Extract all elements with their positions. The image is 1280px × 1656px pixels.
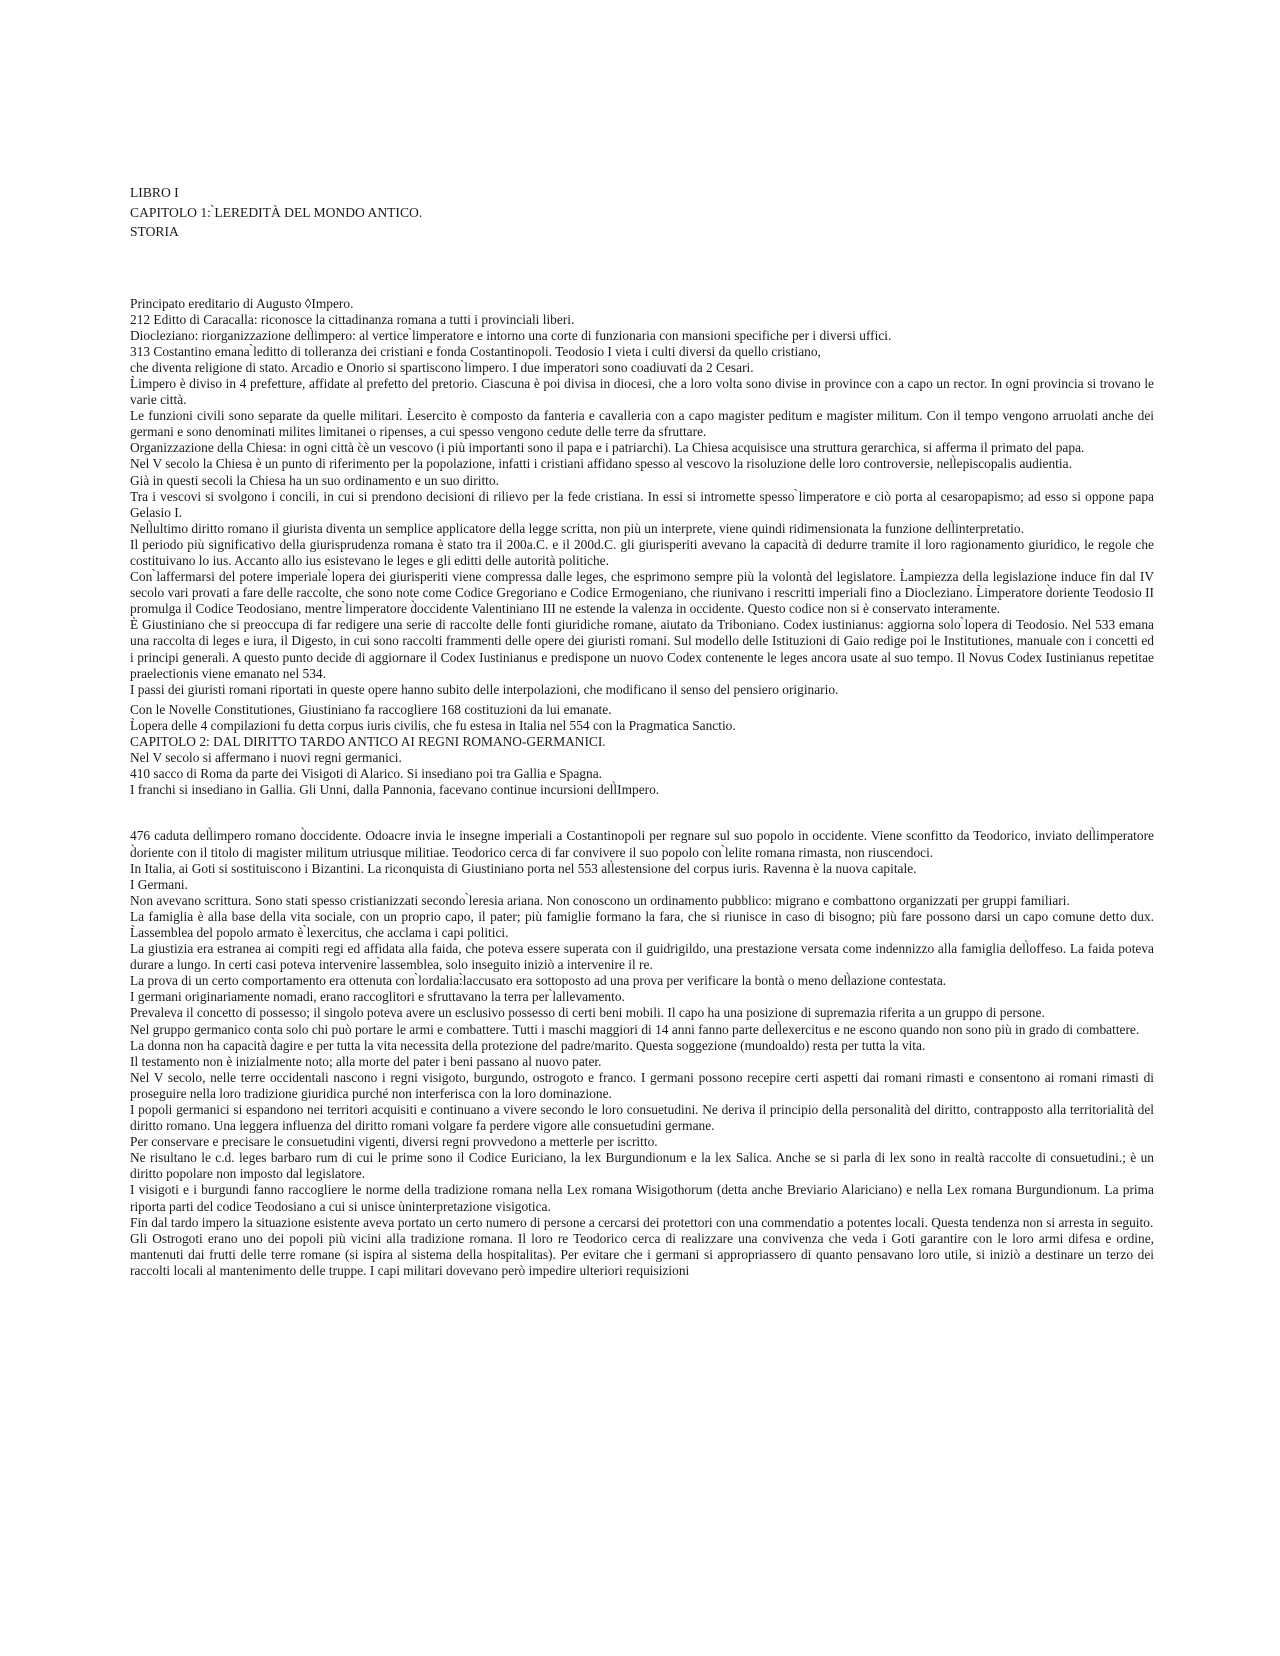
paragraph: L̀opera delle 4 compilazioni fu detta corpus iuris civilis, che fu estesa in Italia nel 554 con la Pragmatica Sanctio. xyxy=(130,717,736,733)
heading-capitolo-2: CAPITOLO 2: DAL DIRITTO TARDO ANTICO AI REGNI ROMANO-GERMANICI. xyxy=(130,734,606,750)
paragraph: Nel V secolo, nelle terre occidentali nascono i regni visigoto, burgundo, ostrogoto e franco. I germani possono recepire certi aspetti dai romani rimasti e consentono ai romani rimasti di proseguire nella loro tradizione giuridica purché non interferisca con la loro dominazione. xyxy=(130,1069,1154,1101)
paragraph: 476 caduta dell̀impero romano d̀occidente. Odoacre invia le insegne imperiali a Costantinopoli per regnare sul suo popolo in occidente. Viene sconfitto da Teodorico, inviato dell̀imperatore d̀oriente con il titolo di magister militum utriusque militiae. Teodorico cerca di far convivere il suo popolo con ̀lelite romana rimasta, non riuscendoci. xyxy=(130,828,1154,860)
paragraph: Non avevano scrittura. Sono stati spesso cristianizzati secondo ̀leresia ariana. Non conoscono un ordinamento pubblico: migrano e combattono organizzati per gruppi familiari. xyxy=(130,892,1070,908)
paragraph: In Italia, ai Goti si sostituiscono i Bizantini. La riconquista di Giustiniano porta nel 553 all̀estensione del corpus iuris. Ravenna è la nuova capitale. xyxy=(130,860,917,876)
paragraph: I passi dei giuristi romani riportati in queste opere hanno subito delle interpolazioni, che modificano il senso del pensiero originario. xyxy=(130,681,839,697)
paragraph: Gli Ostrogoti erano uno dei popoli più vicini alla tradizione romana. Il loro re Teodorico cerca di realizzare una convivenza che veda i Goti garantire con le loro armi difesa e ordine, mantenuti dai frutti delle terre romane (si ispira al sistema della hospitalitas). Per evitare che i germani si appropriassero di quanto pensavano loro utile, si iniziò a destinare un terzo dei raccolti locali al mantenimento delle truppe. I capi militari dovevano però impedire ulteriori requisizioni xyxy=(130,1230,1154,1278)
paragraph: 212 Editto di Caracalla: riconosce la cittadinanza romana a tutti i provinciali liberi. xyxy=(130,311,575,327)
paragraph: La famiglia è alla base della vita sociale, con un proprio capo, il pater; più famiglie formano la fara, che si riunisce in caso di bisogno; più fare possono darsi un capo comune detto dux. L̀assemblea del popolo armato è ̀lexercitus, che acclama i capi politici. xyxy=(130,908,1154,940)
paragraph: I visigoti e i burgundi fanno raccogliere le norme della tradizione romana nella Lex romana Wisigothorum (detta anche Breviario Alariciano) e nella Lex romana Burgundionum. La prima riporta parti del codice Teodosiano a cui si unisce ùninterpretazione visigotica. xyxy=(130,1182,1154,1214)
paragraph: 313 Costantino emana ̀leditto di tolleranza dei cristiani e fonda Costantinopoli. Teodosio I vieta i culti diversi da quello cristiano, xyxy=(130,343,821,359)
paragraph: La prova di un certo comportamento era ottenuta con ̀lordalia:̀laccusato era sottoposto ad una prova per verificare la bontà o meno dell̀azione contestata. xyxy=(130,973,947,989)
paragraph: I franchi si insediano in Gallia. Gli Unni, dalla Pannonia, facevano continue incursioni dell̀Impero. xyxy=(130,782,660,798)
paragraph: L̀impero è diviso in 4 prefetture, affidate al prefetto del pretorio. Ciascuna è poi divisa in diocesi, che a loro volta sono divise in province con a capo un rector. In ogni provincia si trovano le varie città. xyxy=(130,375,1154,408)
paragraph: Nel V secolo si affermano i nuovi regni germanici. xyxy=(130,750,402,766)
paragraph: Già in questi secoli la Chiesa ha un suo ordinamento e un suo diritto. xyxy=(130,472,499,488)
paragraph: I popoli germanici si espandono nei territori acquisiti e continuano a vivere secondo le loro consuetudini. Ne deriva il principio della personalità del diritto, contrapposto alla territorialità del diritto romano. Una leggera influenza del diritto romani volgare fa perdere vigore alle consuetudini germane. xyxy=(130,1102,1154,1134)
paragraph: I Germani. xyxy=(130,876,189,892)
document-body xyxy=(130,183,1154,1279)
paragraph: Organizzazione della Chiesa: in ogni città c̀è un vescovo (i più importanti sono il papa e i patriarchi). La Chiesa acquisisce una struttura gerarchica, si afferma il primato del papa. xyxy=(130,440,1085,456)
paragraph: Tra i vescovi si svolgono i concili, in cui si prendono decisioni di rilievo per la fede cristiana. In essi si intromette spesso ̀limperatore e ciò porta al cesaropapismo; ad esso si oppone papa Gelasio I. xyxy=(130,488,1154,520)
paragraph: che diventa religione di stato. Arcadio e Onorio si spartiscono ̀limpero. I due imperatori sono coadiuvati da 2 Cesari. xyxy=(130,359,754,375)
paragraph: Il testamento non è inizialmente noto; alla morte del pater i beni passano al nuovo pater. xyxy=(130,1053,602,1069)
paragraph: Diocleziano: riorganizzazione dell̀impero: al vertice ̀limperatore e intorno una corte di funzionaria con mansioni specifiche per i diversi uffici. xyxy=(130,327,892,343)
paragraph: Fin dal tardo impero la situazione esistente aveva portato un certo numero di persone a cercarsi dei protettori con una commendatio a potentes locali. Questa tendenza non si arresta in seguito. xyxy=(130,1214,1154,1230)
paragraph: È Giustiniano che si preoccupa di far redigere una serie di raccolte delle fonti giuridiche romane, aiutato da Triboniano. Codex iustinianus: aggiorna solo ̀lopera di Teodosio. Nel 533 emana una raccolta di leges e iura, il Digesto, in cui sono raccolti frammenti delle opere dei giuristi romani. Sul modello delle Istituzioni di Gaio redige poi le Institutiones, manuale con i concetti ed i principi generali. A questo punto decide di aggiornare il Codex Iustinianus e predispone un nuovo Codex contenente le leges ancora usate al suo tempo. Il Novus Codex Iustinianus repetitae praelectionis viene emanato nel 534. xyxy=(130,617,1154,681)
paragraph: I germani originariamente nomadi, erano raccoglitori e sfruttavano la terra per ̀lallevamento. xyxy=(130,989,625,1005)
paragraph: 410 sacco di Roma da parte dei Visigoti di Alarico. Si insediano poi tra Gallia e Spagna. xyxy=(130,766,602,782)
paragraph: Ne risultano le c.d. leges barbaro rum di cui le prime sono il Codice Euriciano, la lex Burgundionum e la lex Salica. Anche se si parla di lex sono in realtà raccolte di consuetudini.; è un diritto popolare non imposto dal legislatore. xyxy=(130,1150,1154,1182)
paragraph: Nell̀ultimo diritto romano il giurista diventa un semplice applicatore della legge scritta, non più un interprete, viene quindi ridimensionata la funzione dell̀interpretatio. xyxy=(130,520,1024,536)
paragraph: Prevaleva il concetto di possesso; il singolo poteva avere un esclusivo possesso di certi beni mobili. Il capo ha una posizione di supremazia riferita a un gruppo di persone. xyxy=(130,1005,1045,1021)
paragraph: La donna non ha capacità d̀agire e per tutta la vita necessita della protezione del padre/marito. Questa soggezione (mundoaldo) resta per tutta la vita. xyxy=(130,1037,926,1053)
paragraph: Principato ereditario di Augusto ◊Impero. xyxy=(130,295,354,311)
section-capitolo-2 xyxy=(130,702,1154,799)
section-germani xyxy=(130,828,1154,1279)
section-storia xyxy=(130,296,1154,698)
paragraph: Nel gruppo germanico conta solo chi può portare le armi e combattere. Tutti i maschi maggiori di 14 anni fanno parte dell̀exercitus e ne escono quando non sono più in grado di combattere. xyxy=(130,1021,1140,1037)
paragraph: Il periodo più significativo della giurisprudenza romana è stato tra il 200a.C. e il 200d.C. gli giurisperiti avevano la capacità di dedurre tramite il loro ragionamento giuridico, le regole che costituivano lo ius. Accanto allo ius esistevano le leges e gli editti delle autorità politiche. xyxy=(130,536,1154,568)
paragraph: Per conservare e precisare le consuetudini vigenti, diversi regni provvedono a metterle per iscritto. xyxy=(130,1134,658,1150)
heading-libro: LIBRO I xyxy=(130,185,179,200)
paragraph: Nel V secolo la Chiesa è un punto di riferimento per la popolazione, infatti i cristiani affidano spesso al vescovo la risoluzione delle loro controversie, nell̀episcopalis audientia. xyxy=(130,456,1072,472)
paragraph: Con le Novelle Constitutiones, Giustiniano fa raccogliere 168 costituzioni da lui emanate. xyxy=(130,701,612,717)
paragraph: La giustizia era estranea ai compiti regi ed affidata alla faida, che poteva essere superata con il guidrigildo, una prestazione versata come indennizzo alla famiglia dell̀offeso. La faida poteva durare a lungo. In certi casi poteva intervenire ̀lassemblea, solo inseguito iniziò a intervenire il re. xyxy=(130,941,1154,973)
paragraph: Con ̀laffermarsi del potere imperiale ̀lopera dei giurisperiti viene compressa dalle leges, che esprimono sempre più la volontà del legislatore. L̀ampiezza della legislazione induce fin dal IV secolo vari provati a fare delle raccolte, che sono note come Codice Gregoriano e Codice Ermogeniano, che riunivano i rescritti imperiali fino a Diocleziano. L̀imperatore d̀oriente Teodosio II promulga il Codice Teodosiano, mentre ̀limperatore d̀occidente Valentiniano III ne estende la valenza in occidente. Questo codice non si è conservato interamente. xyxy=(130,569,1154,617)
heading-storia: STORIA xyxy=(130,224,179,239)
heading-capitolo-1: CAPITOLO 1: ̀LEREDITÀ DEL MONDO ANTICO. xyxy=(130,204,423,220)
paragraph: Le funzioni civili sono separate da quelle militari. L̀esercito è composto da fanteria e cavalleria con a capo magister peditum e magister militum. Con il tempo vengono arruolati anche dei germani e sono denominati milites limitanei o ripenses, a cui spesso vengono cedute delle terre da sfruttare. xyxy=(130,408,1154,440)
